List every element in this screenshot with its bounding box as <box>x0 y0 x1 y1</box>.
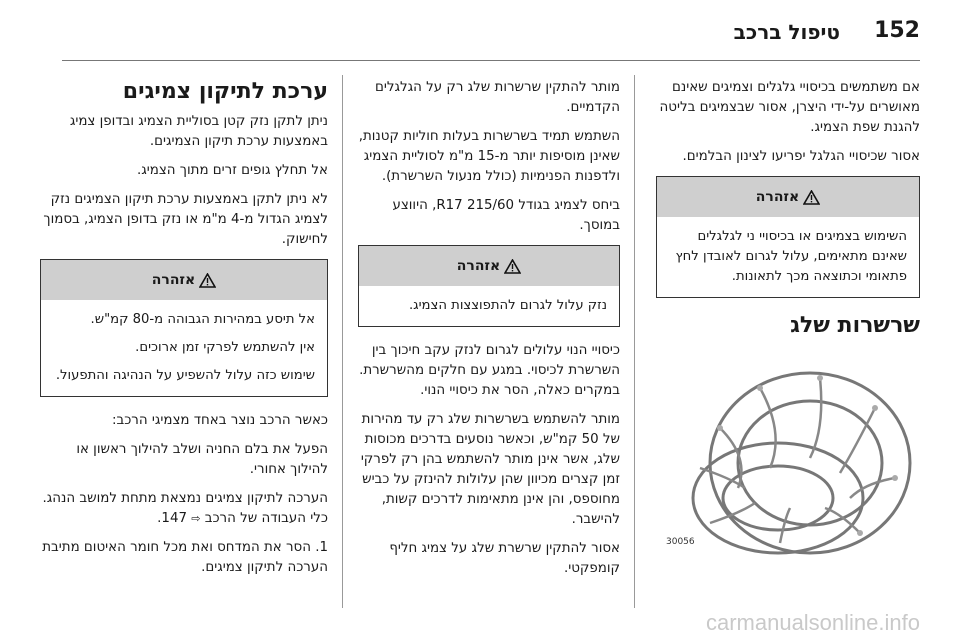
right-column <box>656 78 920 558</box>
body-text: מותר להשתמש בשרשרות שלג רק עד מהירות של 50 קמ"ש, וכאשר נוסעים בדרכים מכוסות שלג, אשר אינן מותר להשתמש בהן רק לפרקי זמן קצרים מכיוון שהן עלולות להינזק על כביש מחוספס, והן אינן מתאימות לדרכים קשות, להישבר. <box>360 412 620 527</box>
body-text: ביחס לצמיג בגודל 215/60 R17, היווצע במוסך. <box>392 198 620 233</box>
page-number: 152 <box>874 18 920 43</box>
page-header <box>40 18 920 50</box>
warning-triangle-icon <box>504 259 521 274</box>
left-column <box>40 78 328 587</box>
warning-title: אזהרה <box>456 258 501 274</box>
body-text: כאשר הרכב נוצר באחד מצמיגי הרכב: <box>111 413 328 428</box>
body-text-inline: הערכה לתיקון צמיגים נמצאת מתחת למושב הנהג. כלי העבודה של הרכב <box>42 491 328 526</box>
section-title: טיפול ברכב <box>733 20 840 44</box>
body-text: הפעל את בלם החניה ושלב להילוך ראשון או להילוך אחורי. <box>76 442 328 477</box>
warning-triangle-icon <box>199 273 216 288</box>
warning-title: אזהרה <box>151 272 196 288</box>
body-text: אם משתמשים בכיסויי גלגלים וצמיגים שאינם מאושרים על-ידי היצרן, אסור שבצמיגים בליטה להגנת שפת הצמיג. <box>659 80 920 135</box>
body-text: אסור שכיסויי הגלגל יפריעו לצינון הבלמים. <box>682 149 920 164</box>
watermark: carmanualsonline.info <box>705 610 920 635</box>
body-text: ניתן לתקן נזק קטן בסוליית הצמיג ובדופן צמיג באמצעות ערכת תיקון הצמיגים. <box>69 114 328 149</box>
column-divider-right <box>634 75 635 608</box>
body-text: לא ניתן לתקן באמצעות ערכת תיקון הצמיגים נזק לצמיג הגדול מ-4 מ"מ או נזק בדופן הצמיג, בסמוך לחישוק. <box>43 192 328 247</box>
body-text: מותר להתקין שרשרות שלג רק על הגלגלים הקדמיים. <box>374 80 620 115</box>
page-reference[interactable]: 147 <box>161 511 187 526</box>
body-text: הערכה לתיקון צמיגים נמצאת מתחת למושב הנהג. כלי העבודה של הרכב ⇨ 147. <box>42 491 328 526</box>
warning-header <box>41 260 327 300</box>
warning-header <box>657 177 919 217</box>
section-heading: שרשרות שלג <box>790 313 920 338</box>
warning-text: השימוש בצמיגים או בכיסויי ני לגלגלים שאינם מתאימים, עלול לגרום לאובדן לחץ פתאומי וכתוצאה מכך לתאונות. <box>675 229 907 284</box>
snow-chain-icon <box>660 348 920 558</box>
warning-text: שימוש כזה עלול להשפיע על הנהיגה והתפעול. <box>55 368 315 383</box>
middle-column <box>358 78 620 588</box>
step-text: 1. הסר את המדחס ואת מכל חומר האיטום מתיבת הערכה לתיקון צמיגים. <box>42 540 328 575</box>
warning-text: נזק עלול לגרום להתפוצצות הצמיג. <box>408 298 607 313</box>
snow-chain-illustration <box>660 348 920 558</box>
warning-triangle-icon <box>803 190 820 205</box>
page-reference-arrow-icon: ⇨ <box>191 512 201 525</box>
header-rule <box>62 60 920 61</box>
warning-text: אל תיסע במהירות הגבוהה מ-80 קמ"ש. <box>90 312 315 327</box>
warning-box <box>40 259 328 397</box>
body-text: אסור להתקין שרשרת שלג על צמיג חליף קומפקטי. <box>389 541 620 576</box>
column-divider-left <box>342 75 343 608</box>
section-heading: ערכת לתיקון צמיגים <box>122 79 328 104</box>
warning-text: אין להשתמש לפרקי זמן ארוכים. <box>135 340 315 355</box>
warning-header <box>359 246 619 286</box>
warning-box <box>656 176 920 298</box>
body-text: השתמש תמיד בשרשרות בעלות חוליות קטנות, שאינן מוסיפות יותר מ-15 מ"מ לסוליית הצמיג ולדפנות הפנימיות (כולל מנעול השרשרת). <box>358 129 620 184</box>
warning-box <box>358 245 620 327</box>
body-text: אל תחלץ גופים זרים מתוך הצמיג. <box>136 163 328 178</box>
body-text: כיסויי הנוי עלולים לגרום לנזק עקב חיכוך בין השרשרת לכיסוי. במגע עם חלקים מהשרשרת. במקרים כאלה, הסר את כיסויי הנוי. <box>359 343 620 398</box>
figure-code: 30056 <box>666 537 695 547</box>
warning-title: אזהרה <box>755 189 800 205</box>
